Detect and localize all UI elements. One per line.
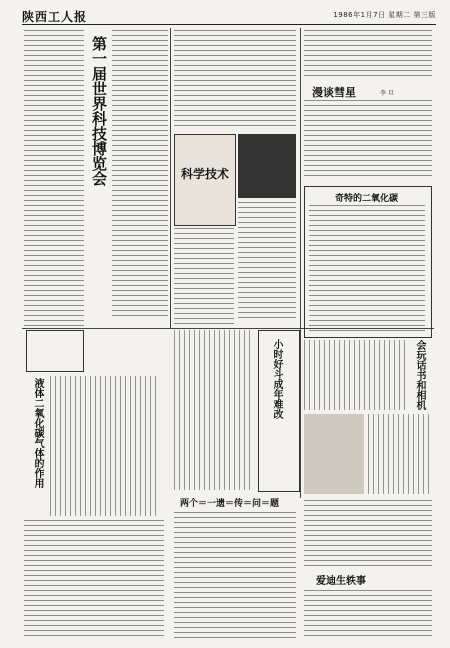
tagline-box: [258, 330, 300, 492]
article-body: [368, 414, 430, 494]
page-number: 第三版: [413, 11, 436, 19]
article-body: [174, 228, 234, 324]
masthead: 陕西工人报: [22, 10, 88, 24]
article-body: [238, 202, 296, 322]
headline-comet: 漫谈彗星: [312, 86, 356, 99]
headline-part: 成年难改: [271, 379, 282, 419]
headline-co2-feature: 奇特的二氧化碳: [335, 194, 399, 204]
headline-edison: 爱迪生轶事: [316, 576, 366, 587]
headline-co2: 液体二氧化碳气体的作用: [32, 378, 43, 488]
boxed-article: [304, 186, 432, 338]
headline-fighting: [269, 339, 284, 489]
byline: 李 旦: [380, 90, 394, 97]
lab-photo: [238, 134, 296, 198]
article-body: [112, 30, 168, 320]
portrait-illustration: [304, 414, 364, 494]
figure-box: [26, 330, 84, 372]
sci-column-title: 科学技术: [181, 167, 230, 181]
article-body: [174, 512, 296, 638]
article-body: [309, 205, 425, 331]
issue-date: 1986年1月7日 星期二: [333, 11, 411, 19]
article-body: [304, 30, 432, 80]
article-body: [50, 376, 160, 516]
article-body: [304, 340, 408, 410]
column-rule: [170, 28, 171, 328]
headline-books: 会玩话书和相机: [414, 340, 425, 410]
column-rule: [300, 28, 301, 498]
headline-genetics: 两个＝一遗＝传＝问＝题: [180, 499, 280, 509]
article-body: [304, 590, 432, 638]
header-bar: [22, 8, 436, 25]
article-body: [304, 500, 432, 568]
article-body: [24, 520, 164, 638]
article-body: [174, 30, 296, 130]
article-body: [304, 100, 432, 180]
article-body: [24, 30, 84, 330]
article-body: [174, 330, 254, 490]
headline-expo: 第一届世界科技博览会: [90, 36, 108, 186]
headline-part: 小时好斗: [271, 339, 282, 379]
sci-column-box: [174, 134, 236, 226]
